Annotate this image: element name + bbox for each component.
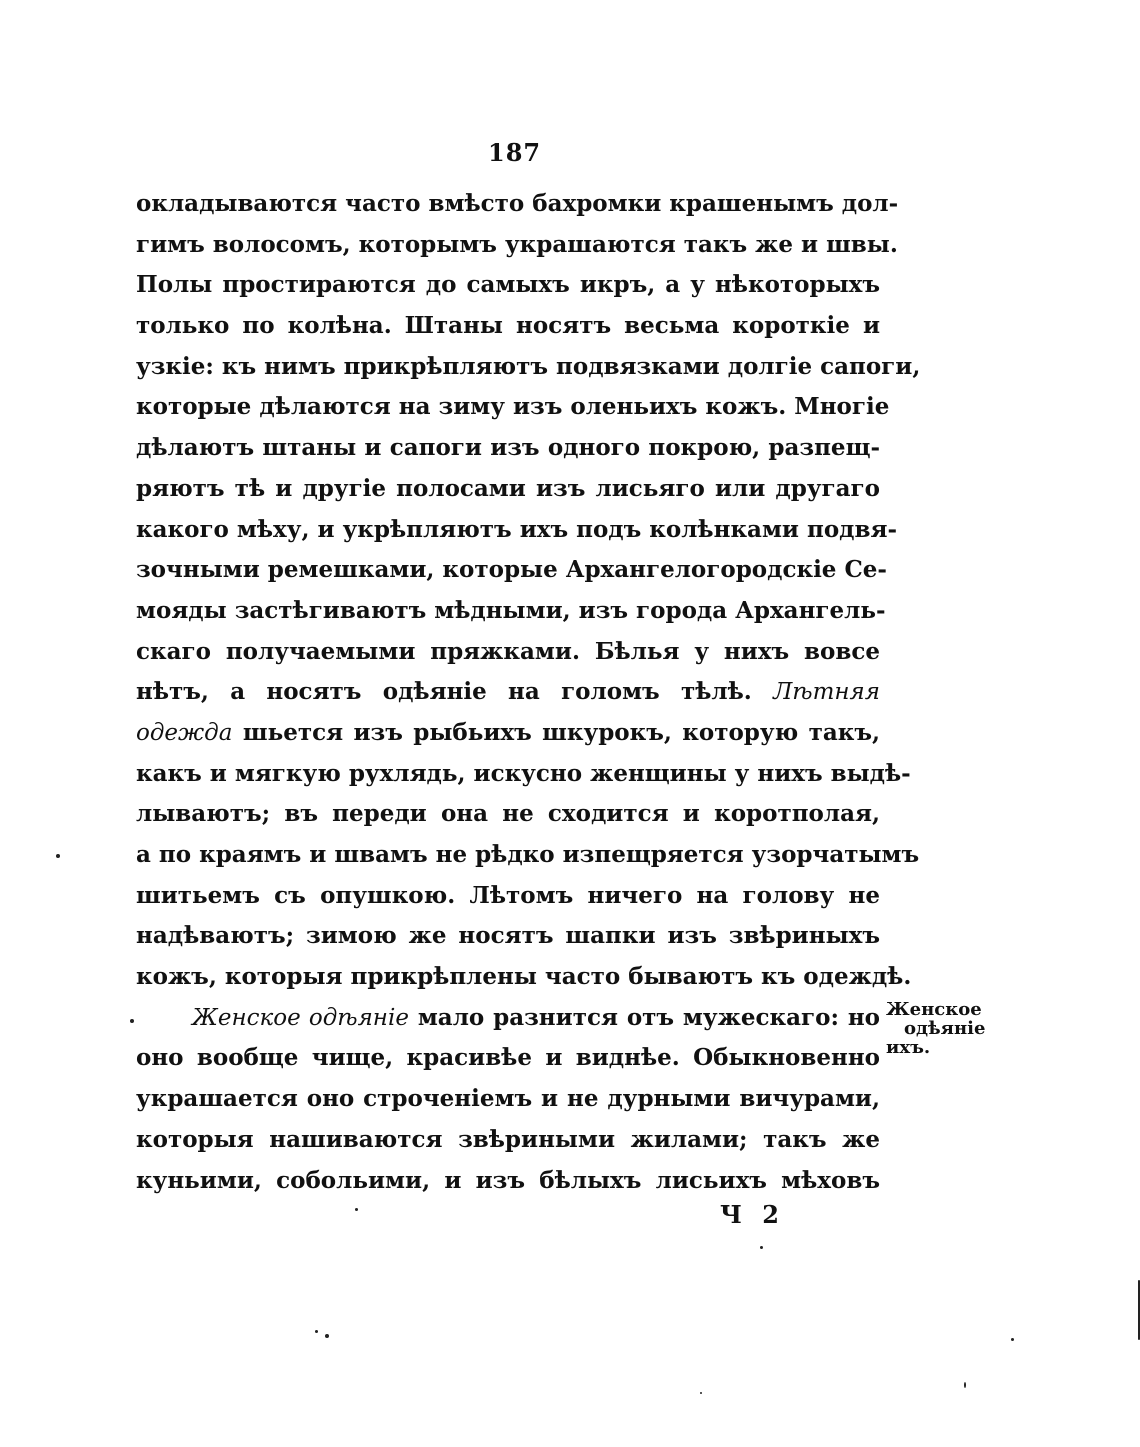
scan-speck — [315, 1330, 318, 1333]
margin-note-line: Женское — [886, 999, 982, 1020]
text-line: ряютъ тѣ и другіе полосами изъ лисьяго или другаго — [136, 474, 880, 502]
margin-note-line: ихъ. — [886, 1037, 931, 1058]
scan-speck — [355, 1208, 358, 1211]
text-line: узкіе: къ нимъ прикрѣпляютъ подвязками долгіе сапоги, — [136, 352, 921, 380]
scan-speck — [700, 1392, 702, 1394]
text-line: кожъ, которыя прикрѣплены часто бываютъ къ одеждѣ. — [136, 963, 912, 991]
text-line — [136, 713, 880, 754]
text-line: надѣваютъ; зимою же носятъ шапки изъ звѣриныхъ — [136, 922, 880, 950]
margin-note-line: одѣяніе — [904, 1018, 986, 1039]
italic-heading: Лѣтняя — [773, 679, 880, 706]
text-line: гимъ волосомъ, которымъ украшаются такъ же и швы. — [136, 230, 898, 258]
text-line: зочными ремешками, которые Архангелогородскіе Се- — [136, 556, 887, 584]
scan-speck — [760, 1246, 763, 1249]
text-line: мояды застѣгиваютъ мѣдными, изъ города Архангель- — [136, 596, 886, 624]
text-line: оно вообще чище, красивѣе и виднѣе. Обыкновенно — [136, 1044, 880, 1072]
scan-speck — [1011, 1338, 1014, 1341]
text-line: которые дѣлаются на зиму изъ оленьихъ кожъ. Многіе — [136, 393, 890, 421]
text-run: мало разнится отъ мужескаго: но — [408, 1003, 880, 1031]
scan-speck — [325, 1334, 329, 1338]
scan-speck — [130, 1019, 134, 1023]
scan-speck — [964, 1382, 966, 1388]
text-line: украшается оно строченіемъ и не дурными вичурами, — [136, 1085, 880, 1113]
margin-note — [886, 1000, 996, 1057]
italic-heading: одежда — [136, 719, 233, 746]
text-line — [136, 672, 880, 713]
text-line: какъ и мягкую рухлядь, искусно женщины у нихъ выдѣ- — [136, 759, 911, 787]
text-line: шитьемъ съ опушкою. Лѣтомъ ничего на голову не — [136, 881, 880, 909]
text-run: нѣтъ, а носятъ одѣяніе на голомъ тѣлѣ. — [136, 678, 774, 706]
text-run: шьется изъ рыбьихъ шкурокъ, которую такъ, — [232, 718, 880, 746]
text-line: а по краямъ и швамъ не рѣдко изпещряется узорчатымъ — [136, 841, 920, 868]
text-line: скаго получаемыми пряжками. Бѣлья у нихъ вовсе — [136, 637, 880, 665]
text-line: какого мѣху, и укрѣпляютъ ихъ подъ колѣнками подвя- — [136, 515, 898, 543]
italic-heading: Женское одѣяніе — [192, 1004, 409, 1031]
text-line: дѣлаютъ штаны и сапоги изъ одного покрою, разпещ- — [136, 434, 880, 462]
text-line — [136, 998, 880, 1039]
text-line: окладываются часто вмѣсто бахромки крашенымъ дол- — [136, 190, 899, 217]
body-text — [136, 184, 921, 1201]
text-line: лываютъ; въ переди она не сходится и коротполая, — [136, 800, 880, 828]
text-line: которыя нашиваются звѣриными жилами; такъ же — [136, 1125, 880, 1153]
page-number: 187 — [488, 138, 542, 167]
scan-speck — [56, 854, 60, 858]
text-line: куньими, собольими, и изъ бѣлыхъ лисьихъ мѣховъ — [136, 1166, 880, 1194]
text-line: Полы простираются до самыхъ икръ, а у нѣкоторыхъ — [136, 271, 880, 299]
signature-mark: Ч 2 — [720, 1200, 785, 1229]
text-line: только по колѣна. Штаны носятъ весьма короткіе и — [136, 312, 880, 340]
